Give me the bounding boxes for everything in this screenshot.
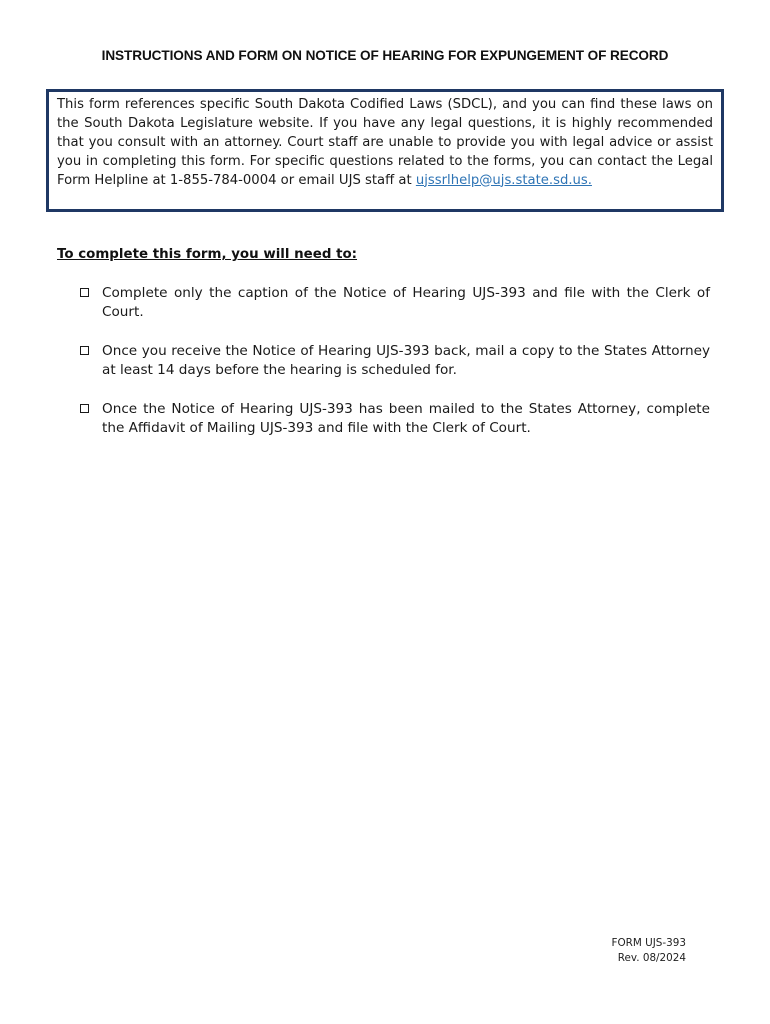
checklist-item (78, 342, 710, 380)
form-number: FORM UJS-393 (611, 937, 686, 949)
instructions-heading: To complete this form, you will need to: (57, 247, 358, 262)
notice-text: This form references specific South Dakota Codified Laws (SDCL), and you can find these laws on the South Dakota Legislature website. If you have any legal questions, it is highly recommended that you consult with an attorney. Court staff are unable to provide you with legal advice or assist you in completing this form. For specific questions related to the forms, you can contact the Legal Form Helpline at 1-855-784-0004 or email UJS staff at (57, 97, 713, 188)
instructions-checklist (78, 284, 710, 458)
checkbox-icon[interactable] (80, 404, 89, 413)
helpline-email-link[interactable]: ujssrlhelp@ujs.state.sd.us. (415, 172, 592, 188)
checklist-item-text: Once you receive the Notice of Hearing UJS-393 back, mail a copy to the States Attorney at least 14 days before the hearing is scheduled for. (102, 343, 710, 378)
page-title: INSTRUCTIONS AND FORM ON NOTICE OF HEARING FOR EXPUNGEMENT OF RECORD (101, 48, 669, 63)
notice-box (46, 89, 724, 212)
checklist-item (78, 284, 710, 322)
checklist-item (78, 400, 710, 438)
form-revision: Rev. 08/2024 (617, 952, 686, 964)
form-footer (612, 936, 687, 966)
checklist-item-text: Once the Notice of Hearing UJS-393 has been mailed to the States Attorney, complete the Affidavit of Mailing UJS-393 and file with the Clerk of Court. (102, 401, 710, 436)
checkbox-icon[interactable] (80, 288, 89, 297)
checkbox-icon[interactable] (80, 346, 89, 355)
checklist-item-text: Complete only the caption of the Notice of Hearing UJS-393 and file with the Clerk of Court. (102, 285, 710, 320)
